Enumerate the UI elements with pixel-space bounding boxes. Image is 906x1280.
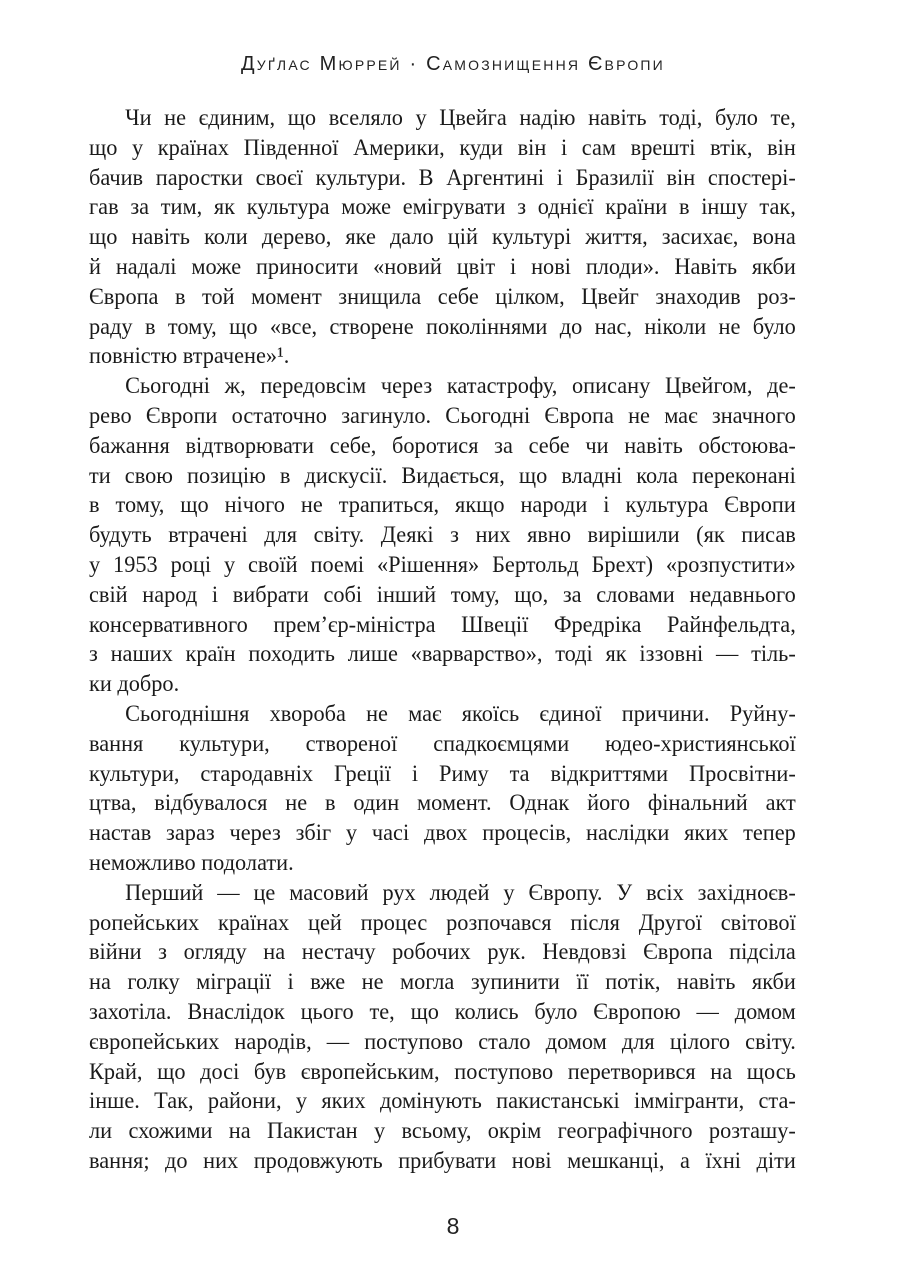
text-line: консервативного прем’єр-міністра Швеції Фредріка Райнфельдта,	[89, 611, 796, 638]
text-line: інше. Так, райони, у яких домінують пакистанські іммігранти, ста-	[89, 1088, 796, 1115]
text-line: Край, що досі був європейським, поступово перетворився на щось	[89, 1058, 796, 1085]
text-line: бажання відтворювати себе, боротися за себе чи навіть обстоюва-	[89, 432, 796, 459]
text-line: ли схожими на Пакистан у всьому, окрім географічного розташу-	[89, 1118, 796, 1145]
text-line: бачив паростки своєї культури. В Аргентині і Бразилії він спостері-	[89, 164, 796, 191]
text-line: Чи не єдиним, що вселяло у Цвейга надію навіть тоді, було те,	[125, 105, 796, 131]
running-header: Дуґлас Мюррей · Самознищення Європи	[241, 53, 665, 75]
text-line: ти свою позицію в дискусії. Видається, що владні кола переконані	[89, 462, 796, 489]
text-line: європейських народів, — поступово стало домом для цілого світу.	[89, 1028, 796, 1055]
text-line: раду в тому, що «все, створене поколіннями до нас, ніколи не було	[89, 313, 796, 340]
text-line: Європа в той момент знищила себе цілком, Цвейг знаходив роз-	[89, 283, 796, 310]
text-line: у 1953 році у своїй поемі «Рішення» Бертольд Брехт) «розпустити»	[89, 551, 796, 578]
body-text	[89, 104, 796, 1177]
text-line: вання; до них продовжують прибувати нові мешканці, а їхні діти	[89, 1147, 796, 1174]
text-line: в тому, що нічого не трапиться, якщо народи і культура Європи	[89, 492, 796, 519]
text-line: вання культури, створеної спадкоємцями юдео-християнської	[89, 730, 796, 757]
text-line: й надалі може приносити «новий цвіт і нові плоди». Навіть якби	[89, 253, 796, 280]
text-line: свій народ і вибрати собі інший тому, що, за словами недавнього	[89, 581, 796, 608]
text-line: гав за тим, як культура може емігрувати з однієї країни в іншу так,	[89, 194, 796, 221]
text-line: будуть втрачені для світу. Деякі з них явно вирішили (як писав	[89, 522, 796, 549]
text-line: захотіла. Внаслідок цього те, що колись було Європою — домом	[89, 998, 796, 1025]
text-line: цтва, відбувалося не в один момент. Однак його фінальний акт	[89, 790, 796, 817]
text-line: ки добро.	[89, 671, 180, 698]
page-number: 8	[446, 1213, 460, 1239]
text-line: що у країнах Південної Америки, куди він і сам врешті втік, він	[89, 134, 796, 161]
text-line: ропейських країнах цей процес розпочався після Другої світової	[89, 909, 796, 936]
text-line: неможливо подолати.	[89, 849, 294, 876]
text-line: на голку міграції і вже не могла зупинити її потік, навіть якби	[89, 969, 796, 996]
text-line: настав зараз через збіг у часі двох процесів, наслідки яких тепер	[89, 820, 796, 847]
text-line: культури, стародавніх Греції і Риму та відкриттями Просвітни-	[89, 760, 796, 787]
text-line: Перший — це масовий рух людей у Європу. У всіх західноєв-	[125, 879, 796, 906]
text-line: рево Європи остаточно загинуло. Сьогодні Європа не має значного	[89, 402, 796, 429]
text-line: з наших країн походить лише «варварство», тоді як іззовні — тіль-	[89, 641, 796, 668]
text-line: Сьогоднішня хвороба не має якоїсь єдиної причини. Руйну-	[125, 700, 796, 727]
text-line: що навіть коли дерево, яке дало цій культурі життя, засихає, вона	[89, 224, 796, 251]
text-line: війни з огляду на нестачу робочих рук. Невдовзі Європа підсіла	[89, 939, 796, 966]
text-line: повністю втрачене»¹.	[89, 343, 290, 370]
text-line: Сьогодні ж, передовсім через катастрофу, описану Цвейгом, де-	[125, 373, 796, 400]
